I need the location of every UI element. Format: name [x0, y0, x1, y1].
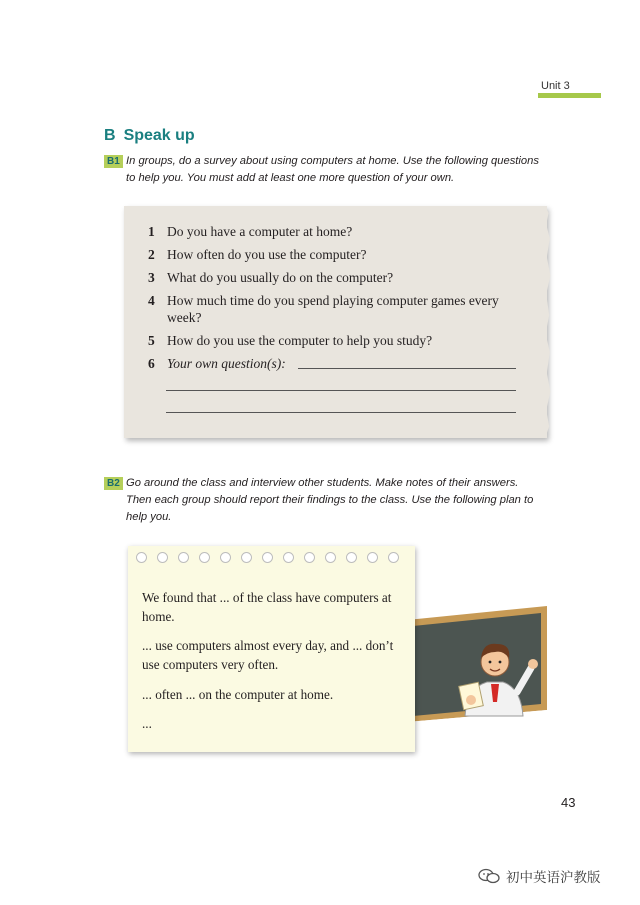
notepad-binding-holes [136, 552, 406, 568]
question-text: What do you usually do on the computer? [167, 270, 394, 285]
task-b1-line: to help you. You must add at least one more question of your own. [126, 172, 455, 184]
task-b1-instructions [126, 153, 596, 187]
watermark [478, 866, 601, 886]
task-b2-line: help you. [126, 511, 172, 523]
question-text: How much time do you spend playing computer games every week? [167, 293, 499, 325]
question-item [148, 223, 520, 240]
answer-blank-line [166, 390, 516, 391]
question-number: 5 [148, 333, 155, 348]
unit-accent-bar [538, 93, 601, 98]
teacher-blackboard-illustration [407, 606, 547, 742]
question-number: 1 [148, 224, 155, 239]
question-text: How often do you use the computer? [167, 247, 367, 262]
question-item [148, 246, 520, 263]
question-text: Your own question(s): [167, 356, 286, 371]
plan-line: ... use computers almost every day, and ... don’t use computers very often. [142, 638, 394, 672]
plan-line: ... often ... on the computer at home. [142, 687, 334, 702]
task-b2-line: Then each group should report their findings to the class. Use the following plan to [126, 494, 534, 506]
task-tag-b2: B2 [104, 477, 123, 490]
unit-label: Unit 3 [541, 80, 570, 92]
task-b2-line: Go around the class and interview other students. Make notes of their answers. [126, 477, 519, 489]
question-text: Do you have a computer at home? [167, 224, 353, 239]
question-text: How do you use the computer to help you study? [167, 333, 433, 348]
task-tag-b1: B1 [104, 155, 123, 168]
task-b2-instructions [126, 475, 596, 526]
page-number: 43 [561, 795, 576, 810]
question-item [148, 332, 520, 349]
question-number: 3 [148, 270, 155, 285]
question-number: 2 [148, 247, 155, 262]
section-heading [104, 127, 195, 145]
wechat-official-account-icon [478, 868, 500, 884]
answer-blank-line [166, 412, 516, 413]
question-number: 6 [148, 356, 155, 371]
answer-blank-line [298, 368, 516, 369]
plan-line: We found that ... of the class have computers at home. [142, 590, 392, 624]
question-number: 4 [148, 293, 155, 308]
section-letter: B [104, 127, 116, 144]
question-item [148, 292, 520, 326]
question-item-own [148, 355, 520, 372]
watermark-text: 初中英语沪教版 [506, 870, 601, 885]
section-title: Speak up [123, 127, 195, 144]
plan-line: ... [142, 716, 152, 731]
question-item [148, 269, 520, 286]
task-b1-line: In groups, do a survey about using computers at home. Use the following questions [126, 155, 539, 167]
